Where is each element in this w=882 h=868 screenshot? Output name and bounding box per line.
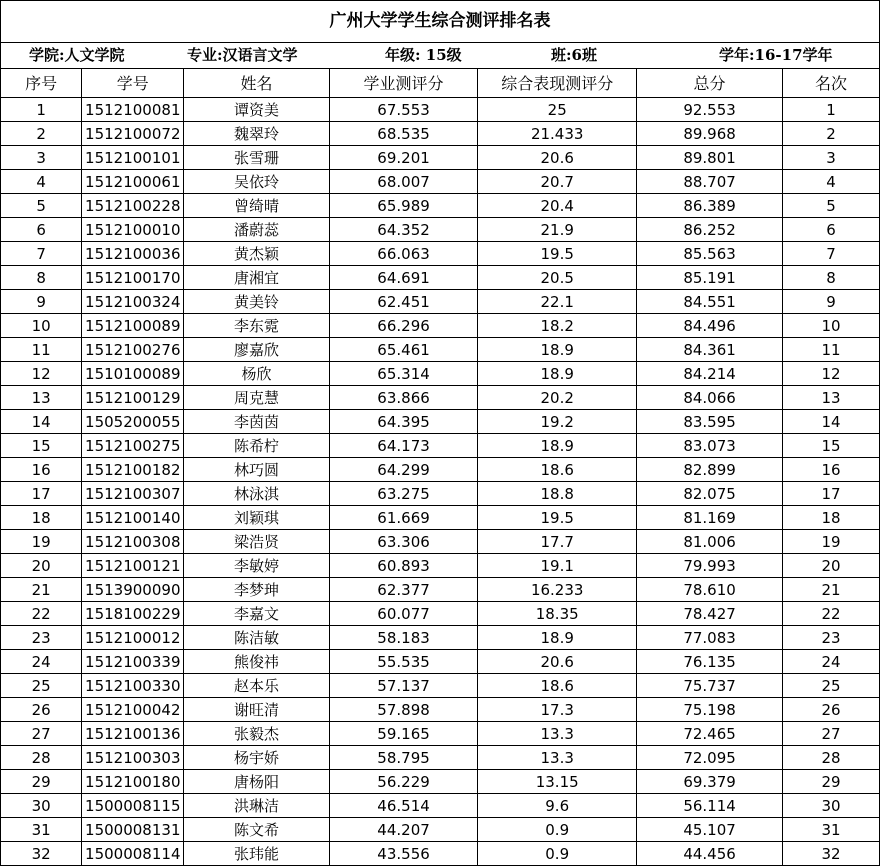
name-cell: 李茵茵 [184, 410, 330, 434]
table-row [1, 722, 879, 746]
index-cell: 11 [1, 338, 82, 362]
academic-score-cell: 43.556 [329, 842, 477, 866]
table-row [1, 554, 879, 578]
rank-cell: 23 [782, 626, 879, 650]
rank-cell: 26 [782, 698, 879, 722]
table-row [1, 818, 879, 842]
header-col-student-id: 学号 [82, 68, 184, 98]
grade-label: 年级: 15级 [385, 46, 462, 64]
name-cell: 赵本乐 [184, 674, 330, 698]
total-score-cell: 82.075 [637, 482, 783, 506]
index-cell: 22 [1, 602, 82, 626]
total-score-cell: 88.707 [637, 170, 783, 194]
academic-score-cell: 68.535 [329, 122, 477, 146]
student-id-cell: 1512100324 [82, 290, 184, 314]
performance-score-cell: 18.2 [478, 314, 637, 338]
performance-score-cell: 18.9 [478, 362, 637, 386]
table-row [1, 122, 879, 146]
academic-score-cell: 69.201 [329, 146, 477, 170]
student-id-cell: 1512100036 [82, 242, 184, 266]
performance-score-cell: 18.6 [478, 674, 637, 698]
academic-score-cell: 64.173 [329, 434, 477, 458]
performance-score-cell: 18.6 [478, 458, 637, 482]
student-id-cell: 1512100228 [82, 194, 184, 218]
performance-score-cell: 20.5 [478, 266, 637, 290]
total-score-cell: 85.563 [637, 242, 783, 266]
table-header-row [1, 68, 879, 98]
rank-cell: 32 [782, 842, 879, 866]
name-cell: 张毅杰 [184, 722, 330, 746]
table-row [1, 362, 879, 386]
table-row [1, 650, 879, 674]
student-id-cell: 1512100121 [82, 554, 184, 578]
academic-score-cell: 64.395 [329, 410, 477, 434]
rank-cell: 20 [782, 554, 879, 578]
index-cell: 18 [1, 506, 82, 530]
student-id-cell: 1518100229 [82, 602, 184, 626]
rank-cell: 10 [782, 314, 879, 338]
name-cell: 林泳淇 [184, 482, 330, 506]
index-cell: 9 [1, 290, 82, 314]
table-row [1, 266, 879, 290]
table-row [1, 386, 879, 410]
academic-score-cell: 66.296 [329, 314, 477, 338]
total-score-cell: 83.073 [637, 434, 783, 458]
student-id-cell: 1512100308 [82, 530, 184, 554]
table-row [1, 698, 879, 722]
header-col-index: 序号 [1, 68, 82, 98]
table-body [1, 98, 879, 866]
index-cell: 16 [1, 458, 82, 482]
student-id-cell: 1512100129 [82, 386, 184, 410]
table-row [1, 146, 879, 170]
index-cell: 15 [1, 434, 82, 458]
name-cell: 林巧圆 [184, 458, 330, 482]
performance-score-cell: 19.5 [478, 242, 637, 266]
name-cell: 唐杨阳 [184, 770, 330, 794]
academic-score-cell: 65.314 [329, 362, 477, 386]
student-id-cell: 1510100089 [82, 362, 184, 386]
performance-score-cell: 21.9 [478, 218, 637, 242]
table-row [1, 410, 879, 434]
name-cell: 魏翠玲 [184, 122, 330, 146]
name-cell: 陈洁敏 [184, 626, 330, 650]
academic-score-cell: 58.795 [329, 746, 477, 770]
student-id-cell: 1512100089 [82, 314, 184, 338]
student-id-cell: 1512100061 [82, 170, 184, 194]
rank-cell: 1 [782, 98, 879, 122]
total-score-cell: 84.361 [637, 338, 783, 362]
rank-cell: 5 [782, 194, 879, 218]
rank-cell: 6 [782, 218, 879, 242]
student-id-cell: 1512100010 [82, 218, 184, 242]
rank-cell: 30 [782, 794, 879, 818]
total-score-cell: 84.551 [637, 290, 783, 314]
academic-score-cell: 60.893 [329, 554, 477, 578]
table-row [1, 746, 879, 770]
student-id-cell: 1512100072 [82, 122, 184, 146]
performance-score-cell: 19.5 [478, 506, 637, 530]
rank-cell: 28 [782, 746, 879, 770]
name-cell: 李东霓 [184, 314, 330, 338]
academic-score-cell: 59.165 [329, 722, 477, 746]
student-id-cell: 1512100307 [82, 482, 184, 506]
rank-cell: 19 [782, 530, 879, 554]
name-cell: 吴依玲 [184, 170, 330, 194]
index-cell: 7 [1, 242, 82, 266]
total-score-cell: 89.801 [637, 146, 783, 170]
college-label: 学院:人文学院 [29, 46, 125, 64]
rank-cell: 24 [782, 650, 879, 674]
total-score-cell: 76.135 [637, 650, 783, 674]
index-cell: 27 [1, 722, 82, 746]
name-cell: 杨欣 [184, 362, 330, 386]
performance-score-cell: 13.3 [478, 746, 637, 770]
header-col-total-score: 总分 [637, 68, 783, 98]
academic-score-cell: 62.377 [329, 578, 477, 602]
index-cell: 5 [1, 194, 82, 218]
performance-score-cell: 13.15 [478, 770, 637, 794]
rank-cell: 27 [782, 722, 879, 746]
name-cell: 张雪珊 [184, 146, 330, 170]
index-cell: 13 [1, 386, 82, 410]
index-cell: 25 [1, 674, 82, 698]
table-row [1, 674, 879, 698]
total-score-cell: 81.006 [637, 530, 783, 554]
name-cell: 刘颖琪 [184, 506, 330, 530]
rank-cell: 17 [782, 482, 879, 506]
student-id-cell: 1512100182 [82, 458, 184, 482]
name-cell: 张玮能 [184, 842, 330, 866]
academic-score-cell: 68.007 [329, 170, 477, 194]
academic-score-cell: 64.691 [329, 266, 477, 290]
rank-cell: 25 [782, 674, 879, 698]
academic-score-cell: 65.461 [329, 338, 477, 362]
performance-score-cell: 20.7 [478, 170, 637, 194]
table-row [1, 770, 879, 794]
student-id-cell: 1500008131 [82, 818, 184, 842]
student-id-cell: 1512100140 [82, 506, 184, 530]
table-row [1, 98, 879, 122]
performance-score-cell: 25 [478, 98, 637, 122]
total-score-cell: 69.379 [637, 770, 783, 794]
name-cell: 梁浩贤 [184, 530, 330, 554]
rank-cell: 22 [782, 602, 879, 626]
total-score-cell: 45.107 [637, 818, 783, 842]
performance-score-cell: 19.1 [478, 554, 637, 578]
academic-score-cell: 61.669 [329, 506, 477, 530]
rank-cell: 4 [782, 170, 879, 194]
name-cell: 唐湘宜 [184, 266, 330, 290]
total-score-cell: 77.083 [637, 626, 783, 650]
total-score-cell: 84.496 [637, 314, 783, 338]
rank-cell: 31 [782, 818, 879, 842]
index-cell: 2 [1, 122, 82, 146]
index-cell: 8 [1, 266, 82, 290]
rank-cell: 16 [782, 458, 879, 482]
total-score-cell: 85.191 [637, 266, 783, 290]
index-cell: 12 [1, 362, 82, 386]
rank-cell: 13 [782, 386, 879, 410]
index-cell: 3 [1, 146, 82, 170]
total-score-cell: 72.095 [637, 746, 783, 770]
name-cell: 廖嘉欣 [184, 338, 330, 362]
name-cell: 熊俊祎 [184, 650, 330, 674]
index-cell: 32 [1, 842, 82, 866]
total-score-cell: 78.427 [637, 602, 783, 626]
academic-score-cell: 44.207 [329, 818, 477, 842]
name-cell: 李嘉文 [184, 602, 330, 626]
table-row [1, 578, 879, 602]
student-id-cell: 1512100136 [82, 722, 184, 746]
student-id-cell: 1512100012 [82, 626, 184, 650]
rank-cell: 15 [782, 434, 879, 458]
rank-cell: 18 [782, 506, 879, 530]
index-cell: 29 [1, 770, 82, 794]
header-col-name: 姓名 [184, 68, 330, 98]
total-score-cell: 75.737 [637, 674, 783, 698]
index-cell: 1 [1, 98, 82, 122]
table-row [1, 242, 879, 266]
total-score-cell: 81.169 [637, 506, 783, 530]
name-cell: 陈希柠 [184, 434, 330, 458]
academic-score-cell: 63.275 [329, 482, 477, 506]
index-cell: 6 [1, 218, 82, 242]
major-label: 专业:汉语言文学 [187, 46, 298, 64]
rank-cell: 14 [782, 410, 879, 434]
total-score-cell: 89.968 [637, 122, 783, 146]
rank-cell: 29 [782, 770, 879, 794]
rank-cell: 3 [782, 146, 879, 170]
index-cell: 4 [1, 170, 82, 194]
total-score-cell: 79.993 [637, 554, 783, 578]
student-id-cell: 1512100081 [82, 98, 184, 122]
index-cell: 14 [1, 410, 82, 434]
table-row [1, 482, 879, 506]
academic-score-cell: 64.299 [329, 458, 477, 482]
performance-score-cell: 18.8 [478, 482, 637, 506]
academic-score-cell: 62.451 [329, 290, 477, 314]
table-row [1, 626, 879, 650]
performance-score-cell: 13.3 [478, 722, 637, 746]
rank-cell: 9 [782, 290, 879, 314]
total-score-cell: 78.610 [637, 578, 783, 602]
index-cell: 21 [1, 578, 82, 602]
class-label: 班:6班 [551, 46, 597, 64]
table-row [1, 170, 879, 194]
performance-score-cell: 18.9 [478, 434, 637, 458]
ranking-table [1, 68, 879, 865]
academic-score-cell: 63.866 [329, 386, 477, 410]
performance-score-cell: 17.7 [478, 530, 637, 554]
total-score-cell: 72.465 [637, 722, 783, 746]
student-id-cell: 1513900090 [82, 578, 184, 602]
performance-score-cell: 18.9 [478, 626, 637, 650]
table-row [1, 842, 879, 866]
performance-score-cell: 20.6 [478, 146, 637, 170]
student-id-cell: 1512100276 [82, 338, 184, 362]
index-cell: 17 [1, 482, 82, 506]
table-row [1, 530, 879, 554]
total-score-cell: 86.252 [637, 218, 783, 242]
performance-score-cell: 18.9 [478, 338, 637, 362]
info-bar [1, 42, 879, 69]
index-cell: 30 [1, 794, 82, 818]
performance-score-cell: 21.433 [478, 122, 637, 146]
table-row [1, 794, 879, 818]
header-col-academic-score: 学业测评分 [329, 68, 477, 98]
rank-cell: 21 [782, 578, 879, 602]
name-cell: 谢旺清 [184, 698, 330, 722]
academic-score-cell: 56.229 [329, 770, 477, 794]
academic-score-cell: 57.898 [329, 698, 477, 722]
name-cell: 周克慧 [184, 386, 330, 410]
table-row [1, 458, 879, 482]
performance-score-cell: 22.1 [478, 290, 637, 314]
table-row [1, 290, 879, 314]
name-cell: 黄杰颖 [184, 242, 330, 266]
total-score-cell: 84.214 [637, 362, 783, 386]
rank-cell: 11 [782, 338, 879, 362]
name-cell: 李梦珅 [184, 578, 330, 602]
index-cell: 28 [1, 746, 82, 770]
name-cell: 潘蔚蕊 [184, 218, 330, 242]
name-cell: 李敏婷 [184, 554, 330, 578]
name-cell: 洪琳洁 [184, 794, 330, 818]
student-id-cell: 1505200055 [82, 410, 184, 434]
student-id-cell: 1512100330 [82, 674, 184, 698]
academic-score-cell: 55.535 [329, 650, 477, 674]
table-row [1, 602, 879, 626]
table-row [1, 338, 879, 362]
performance-score-cell: 0.9 [478, 818, 637, 842]
academic-score-cell: 63.306 [329, 530, 477, 554]
name-cell: 谭资美 [184, 98, 330, 122]
academic-score-cell: 58.183 [329, 626, 477, 650]
student-id-cell: 1512100303 [82, 746, 184, 770]
index-cell: 20 [1, 554, 82, 578]
total-score-cell: 75.198 [637, 698, 783, 722]
academic-score-cell: 46.514 [329, 794, 477, 818]
total-score-cell: 83.595 [637, 410, 783, 434]
index-cell: 31 [1, 818, 82, 842]
index-cell: 10 [1, 314, 82, 338]
academic-score-cell: 57.137 [329, 674, 477, 698]
student-id-cell: 1512100042 [82, 698, 184, 722]
student-id-cell: 1512100339 [82, 650, 184, 674]
header-col-performance-score: 综合表现测评分 [478, 68, 637, 98]
academic-score-cell: 60.077 [329, 602, 477, 626]
performance-score-cell: 20.2 [478, 386, 637, 410]
table-row [1, 506, 879, 530]
performance-score-cell: 20.4 [478, 194, 637, 218]
table-row [1, 434, 879, 458]
total-score-cell: 92.553 [637, 98, 783, 122]
total-score-cell: 56.114 [637, 794, 783, 818]
table-row [1, 194, 879, 218]
total-score-cell: 44.456 [637, 842, 783, 866]
header-col-rank: 名次 [782, 68, 879, 98]
student-id-cell: 1512100275 [82, 434, 184, 458]
rank-cell: 8 [782, 266, 879, 290]
name-cell: 陈文希 [184, 818, 330, 842]
total-score-cell: 82.899 [637, 458, 783, 482]
index-cell: 26 [1, 698, 82, 722]
academic-score-cell: 64.352 [329, 218, 477, 242]
performance-score-cell: 17.3 [478, 698, 637, 722]
student-id-cell: 1512100170 [82, 266, 184, 290]
academic-score-cell: 65.989 [329, 194, 477, 218]
performance-score-cell: 19.2 [478, 410, 637, 434]
sheet-title: 广州大学学生综合测评排名表 [1, 1, 879, 43]
total-score-cell: 84.066 [637, 386, 783, 410]
name-cell: 杨宇娇 [184, 746, 330, 770]
total-score-cell: 86.389 [637, 194, 783, 218]
index-cell: 23 [1, 626, 82, 650]
performance-score-cell: 16.233 [478, 578, 637, 602]
academic-score-cell: 66.063 [329, 242, 477, 266]
student-id-cell: 1512100101 [82, 146, 184, 170]
table-row [1, 314, 879, 338]
student-id-cell: 1500008114 [82, 842, 184, 866]
index-cell: 19 [1, 530, 82, 554]
rank-cell: 7 [782, 242, 879, 266]
performance-score-cell: 18.35 [478, 602, 637, 626]
academic-score-cell: 67.553 [329, 98, 477, 122]
performance-score-cell: 9.6 [478, 794, 637, 818]
rank-cell: 12 [782, 362, 879, 386]
performance-score-cell: 20.6 [478, 650, 637, 674]
rank-cell: 2 [782, 122, 879, 146]
academic-year-label: 学年:16-17学年 [719, 46, 833, 64]
name-cell: 黄美铃 [184, 290, 330, 314]
name-cell: 曾绮晴 [184, 194, 330, 218]
index-cell: 24 [1, 650, 82, 674]
table-row [1, 218, 879, 242]
student-id-cell: 1500008115 [82, 794, 184, 818]
student-id-cell: 1512100180 [82, 770, 184, 794]
performance-score-cell: 0.9 [478, 842, 637, 866]
